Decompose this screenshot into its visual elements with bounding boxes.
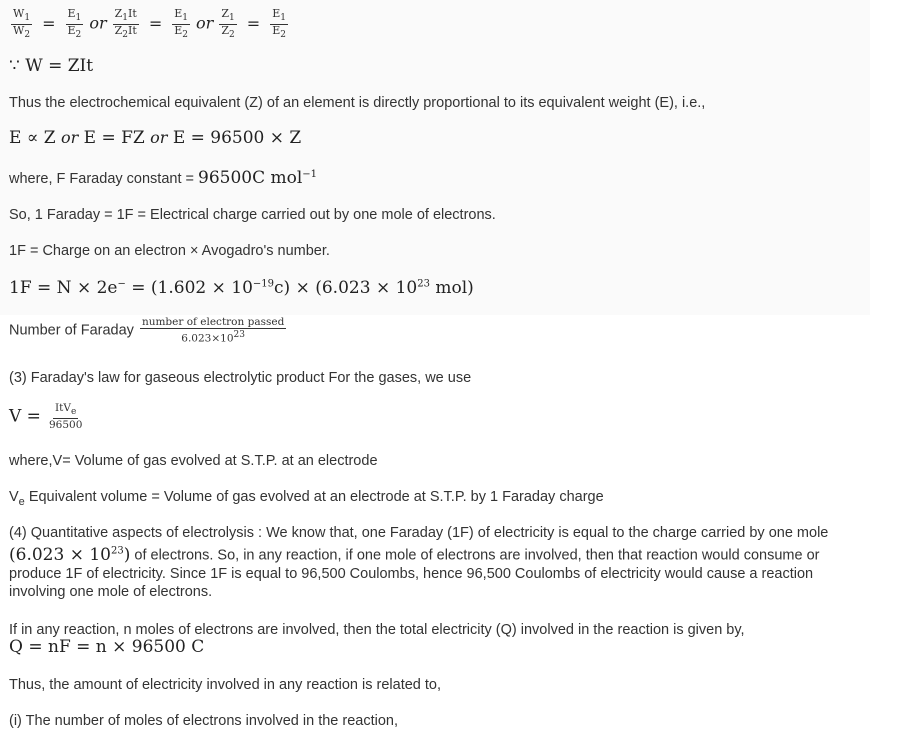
content-panel-shaded xyxy=(0,0,870,315)
ratio-equation: $\frac{W_1}{W_2}$ = $\frac{E_1}{E_2}$ or $\frac{Z_1It}{Z_2It}$ = $\frac{E_1}{E_2}$ or $\frac{Z_1}{Z_2}$ = $\frac{E_1}{E_2}$ xyxy=(13,7,286,41)
since-equation: ∵ W = ZIt xyxy=(9,56,94,76)
fraction-w1-w2: $\frac{W_1}{W_2}$ xyxy=(13,7,31,41)
law3-paragraph: (3) Faraday's law for gaseous electrolytic product For the gases, we use xyxy=(9,370,472,386)
so-faraday-line: So, 1 Faraday = 1F = Electrical charge carried out by one mole of electrons. xyxy=(9,207,496,223)
where-volume-line: where,V= Volume of gas evolved at S.T.P. at an electrode xyxy=(9,453,378,469)
equivalent-volume-line: $V_e$ Equivalent volume = Volume of gas evolved at an electrode at S.T.P. by 1 Faraday charge xyxy=(9,489,604,508)
n-moles-line: If in any reaction, n moles of electrons are involved, then the total electricity (Q) involved in the reaction is given by, xyxy=(9,622,745,638)
fraction-e1-e2: $\frac{E_1}{E_2}$ xyxy=(67,7,82,41)
fraction-e1-e2-c: $\frac{E_1}{E_2}$ xyxy=(272,7,286,41)
quantitative-paragraph: (4) Quantitative aspects of electrolysis : We know that, one Faraday (1F) of electricity is equal to the charge carried by one mole $(6.023 \times 10^{23})$ of electrons. So, in any reaction, if one mole of electrons are involved, then that reaction would consume or produce 1F of electricity. Since 1F is equal to 96,500 Coulombs, hence 96,500 Coulombs of electricity would cause a reaction involving one mole of electrons. xyxy=(9,525,829,600)
fraction-z1it-z2it: $\frac{Z_1It}{Z_2It}$ xyxy=(114,7,137,41)
list-item-moles: (i) The number of moles of electrons involved in the reaction, xyxy=(9,713,399,729)
content-panel-margin xyxy=(870,0,915,315)
faraday-equation: $1F = N \times 2e^- = (1.602 \times 10^{-19}c) \times (6.023 \times 10^{23}$ mol) xyxy=(9,278,474,298)
charge-line: 1F = Charge on an electron × Avogadro's number. xyxy=(9,243,330,259)
number-of-faraday-line: Number of Faraday $\frac{\text{number of electron passed}}{6.023\times 10^{23}}$ xyxy=(9,316,285,345)
fraction-e1-e2-b: $\frac{E_1}{E_2}$ xyxy=(174,7,189,41)
charge-equation: Q = nF = n × 96500 C xyxy=(9,637,205,657)
proportionality-equation: E ∝ Z or E = FZ or E = 96500 × Z xyxy=(9,128,302,148)
faraday-fraction: $\frac{\text{number of electron passed}}{6.023\times 10^{23}}$ xyxy=(141,316,285,345)
thus-paragraph: Thus the electrochemical equivalent (Z) of an element is directly proportional to its equivalent weight (E), i.e., xyxy=(9,95,706,111)
faraday-constant-line: where, F Faraday constant = 96500C mol$^{-1}$ xyxy=(9,168,318,188)
volume-fraction: $\frac{ItV_e}{96500}$ xyxy=(48,402,83,432)
thus-amount-line: Thus, the amount of electricity involved in any reaction is related to, xyxy=(9,677,441,693)
fraction-z1-z2: $\frac{Z_1}{Z_2}$ xyxy=(221,7,235,41)
volume-equation: V = $\frac{ItV_e}{96500}$ xyxy=(9,402,83,432)
